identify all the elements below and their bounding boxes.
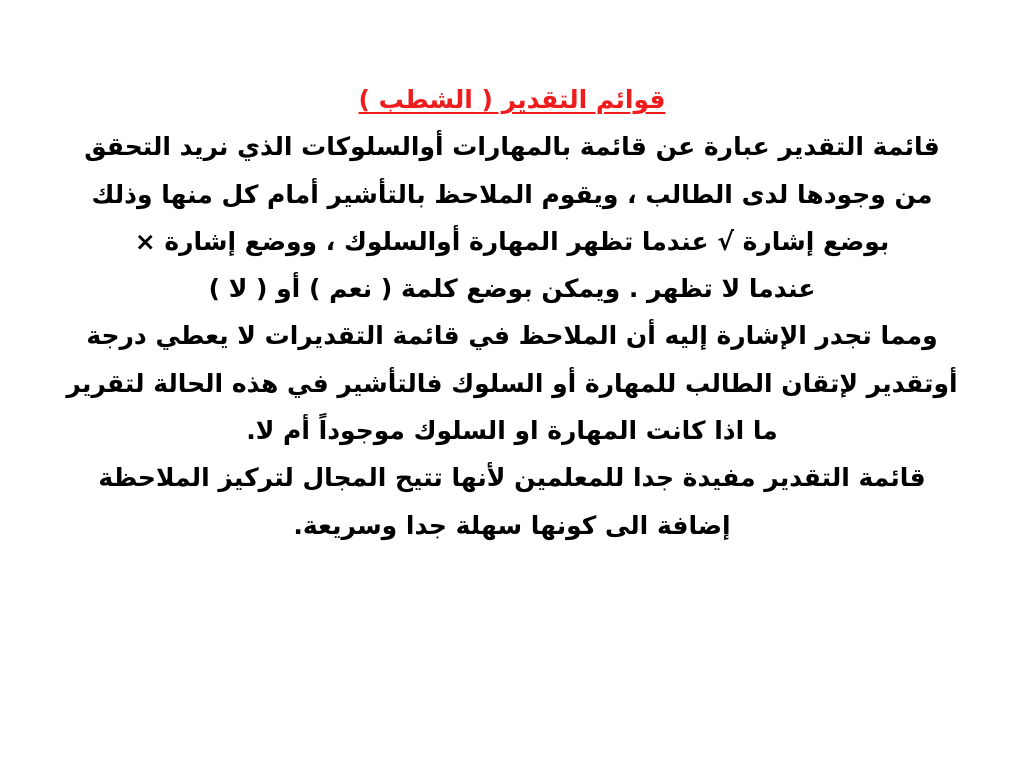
body-line-8: قائمة التقدير مفيدة جدا للمعلمين لأنها تتيح المجال لتركيز الملاحظة [98, 463, 926, 493]
body-line-7: ما اذا كانت المهارة او السلوك موجوداً أم لا. [246, 416, 778, 446]
title-line [40, 76, 984, 123]
body-line-5: ومما تجدر الإشارة إليه أن الملاحظ في قائمة التقديرات لا يعطي درجة [86, 321, 938, 351]
slide-content [40, 76, 984, 549]
slide-title: قوائم التقدير ( الشطب ) [358, 85, 666, 114]
body-line-2: من وجودها لدى الطالب ، ويقوم الملاحظ بالتأشير أمام كل منها وذلك [91, 179, 933, 209]
body-line-9: إضافة الى كونها سهلة جدا وسريعة. [293, 510, 731, 540]
body-line-6: أوتقدير لإتقان الطالب للمهارة أو السلوك فالتأشير في هذه الحالة لتقرير [66, 368, 958, 398]
body-line-3: بوضع إشارة √ عندما تظهر المهارة أوالسلوك ، ووضع إشارة × [134, 226, 890, 256]
body-line-4: عندما لا تظهر . ويمكن بوضع كلمة ( نعم ) أو ( لا ) [208, 274, 816, 304]
body-line-1: قائمة التقدير عبارة عن قائمة بالمهارات أوالسلوكات الذي نريد التحقق [84, 132, 940, 162]
